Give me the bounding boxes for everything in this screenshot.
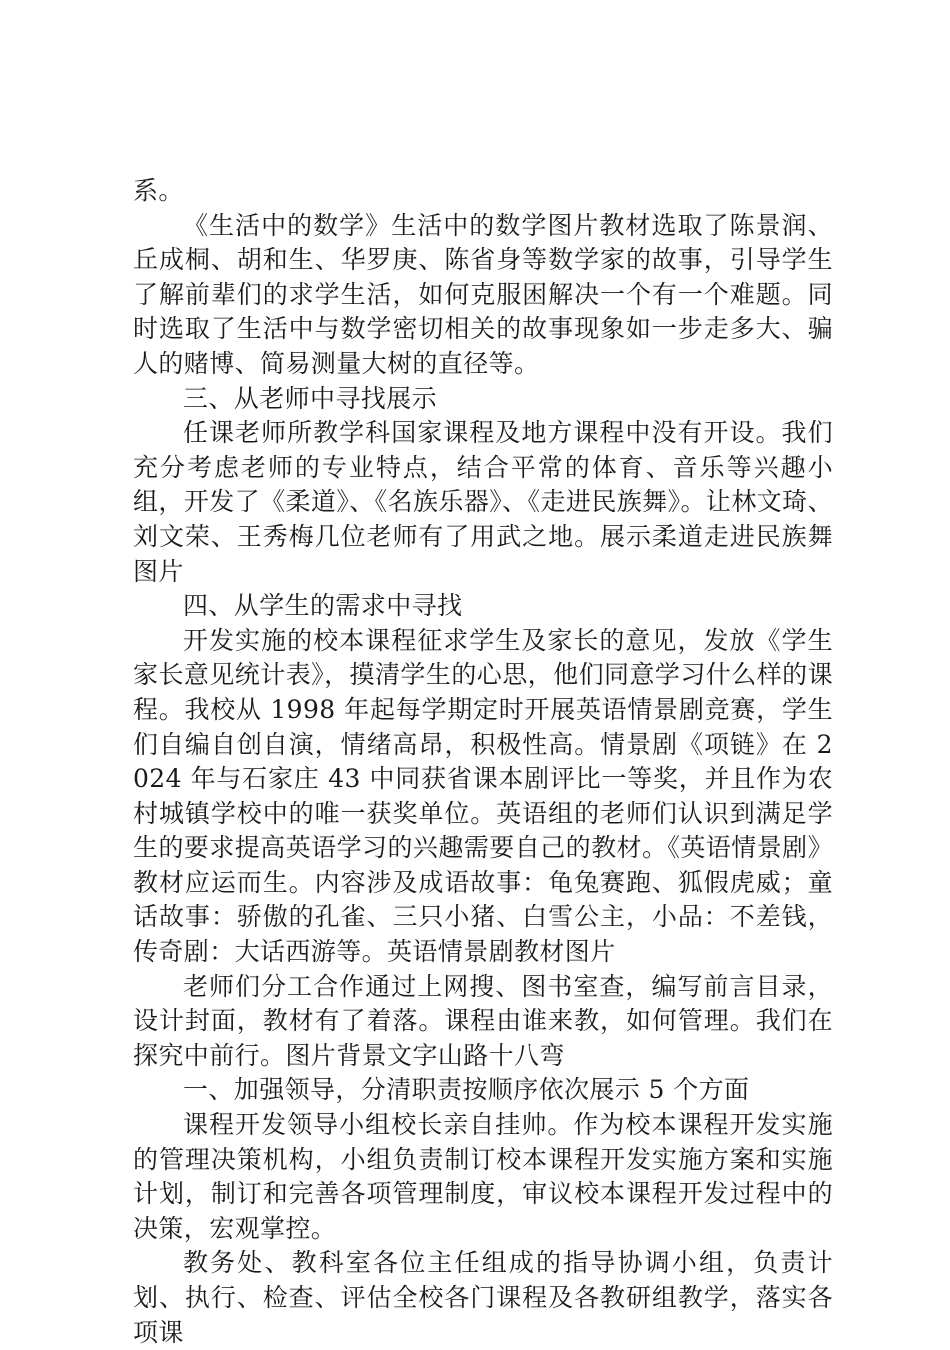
- heading-from-teachers: 三、从老师中寻找展示: [183, 383, 438, 413]
- paragraph-teacher-collaboration: 老师们分工合作通过上网搜、图书室查，编写前言目录，设计封面，教材有了着落。课程由谁来教，如何管理。我们在探究中前行。图片背景文字山路十八弯: [133, 971, 833, 1070]
- paragraph-leadership-group: 课程开发领导小组校长亲自挂帅。作为校本课程开发实施的管理决策机构，小组负责制订校本课程开发实施方案和实施计划，制订和完善各项管理制度，审议校本课程开发过程中的决策，宏观掌控。: [133, 1110, 833, 1243]
- paragraph-continuation: 系。: [133, 176, 184, 205]
- paragraph-math-in-life: 《生活中的数学》生活中的数学图片教材选取了陈景润、丘成桐、胡和生、华罗庚、陈省身等数学家的故事，引导学生了解前辈们的求学生活，如何克服困解决一个有一个难题。同时选取了生活中与数学密切相关的故事现象如一步走多大、骗人的赌博、简易测量大树的直径等。: [133, 210, 833, 378]
- document-body: [133, 174, 833, 1350]
- paragraph-coordination-group: 教务处、教科室各位主任组成的指导协调小组，负责计划、执行、检查、评估全校各门课程及各教研组教学，落实各项课: [133, 1248, 833, 1347]
- paragraph-teacher-courses: 任课老师所教学科国家课程及地方课程中没有开设。我们充分考虑老师的专业特点，结合平常的体育、音乐等兴趣小组，开发了《柔道》、《名族乐器》、《走进民族舞》。让林文琦、刘文荣、王秀梅几位老师有了用武之地。展示柔道走进民族舞图片: [133, 418, 833, 586]
- heading-leadership: 一、加强领导，分清职责按顺序依次展示 5 个方面: [183, 1075, 750, 1105]
- heading-from-student-needs: 四、从学生的需求中寻找: [183, 591, 463, 621]
- paragraph-english-drama: 开发实施的校本课程征求学生及家长的意见，发放《学生家长意见统计表》，摸清学生的心思，他们同意学习什么样的课程。我校从 1998 年起每学期定时开展英语情景剧竞赛，学生们自编自创自演，情绪高昂，积极性高。情景剧《项链》在 2024 年与石家庄 43 中同获省课本剧评比一等奖，并且作为农村城镇学校中的唯一获奖单位。英语组的老师们认识到满足学生的要求提高英语学习的兴趣需要自己的教材。《英语情景剧》教材应运而生。内容涉及成语故事：龟兔赛跑、狐假虎威；童话故事：骄傲的孔雀、三只小猪、白雪公主，小品：不差钱，传奇剧：大话西游等。英语情景剧教材图片: [133, 625, 833, 967]
